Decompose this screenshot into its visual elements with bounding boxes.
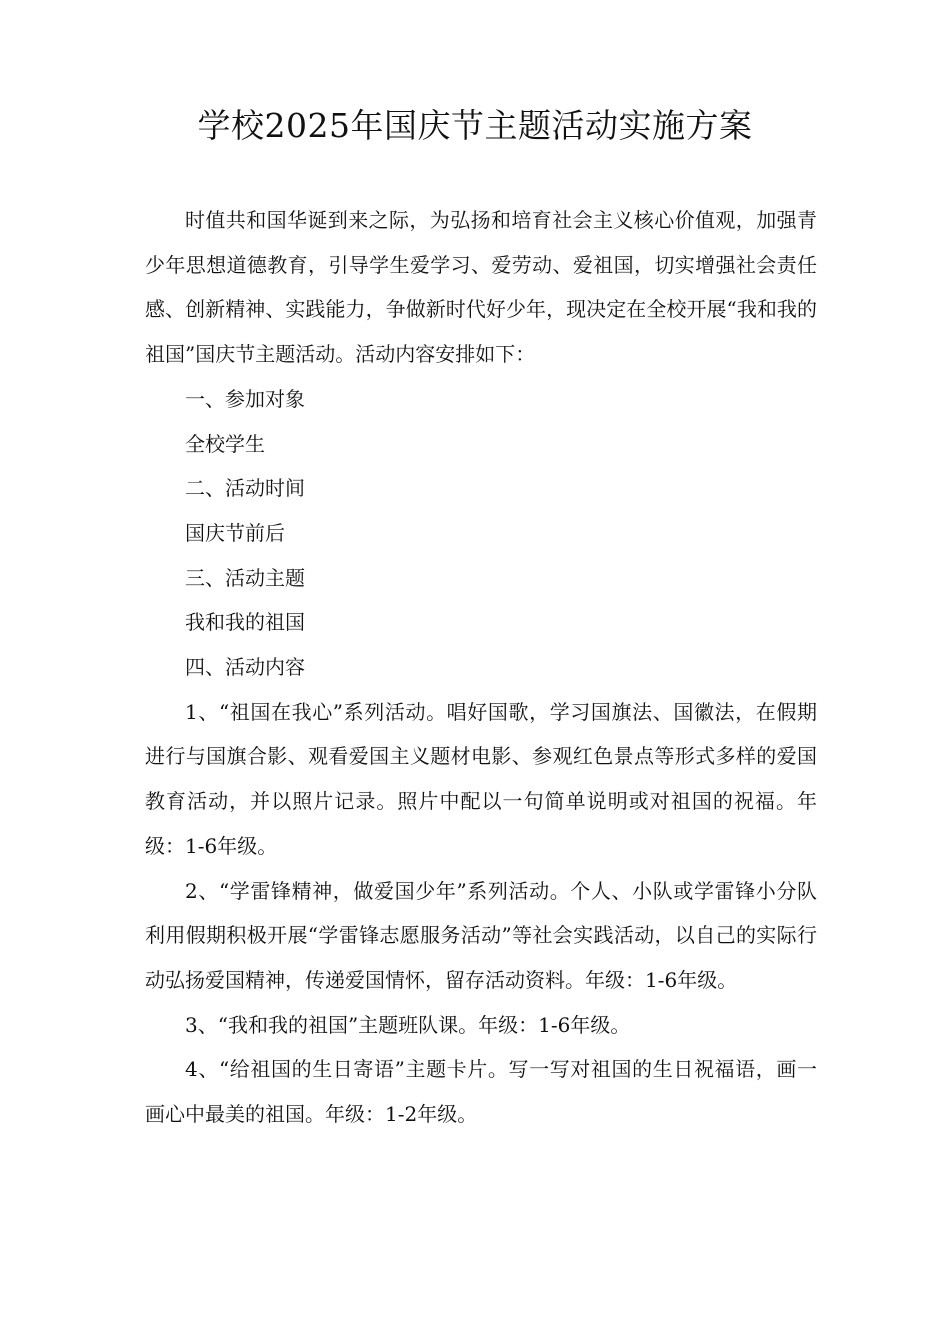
participants-text: 全校学生 (185, 431, 265, 456)
page-title: 学校2025年国庆节主题活动实施方案 (197, 106, 753, 145)
intro-paragraph: 时值共和国华诞到来之际，为弘扬和培育社会主义核心价值观，加强青少年思想道德教育，引导学生爱学习、爱劳动、爱祖国，切实增强社会责任感、创新精神、实践能力，争做新时代好少年，现决定在全校开展“我和我的祖国”国庆节主题活动。活动内容安排如下： (145, 208, 817, 367)
time-text: 国庆节前后 (185, 520, 285, 545)
section-heading-content: 四、活动内容 (185, 655, 305, 680)
content-item-2: 2、“学雷锋精神，做爱国少年”系列活动。个人、小队或学雷锋小分队利用假期积极开展“学雷锋志愿服务活动”等社会实践活动，以自己的实际行动弘扬爱国精神，传递爱国情怀，留存活动资料。年级：1-6年级。 (145, 878, 817, 992)
content-item-4: 4、“给祖国的生日寄语”主题卡片。写一写对祖国的生日祝福语，画一画心中最美的祖国。年级：1-2年级。 (145, 1057, 817, 1127)
content-item-1: 1、“祖国在我心”系列活动。唱好国歌，学习国旗法、国徽法，在假期进行与国旗合影、观看爱国主义题材电影、参观红色景点等形式多样的爱国教育活动，并以照片记录。照片中配以一句简单说明或对祖国的祝福。年级：1-6年级。 (145, 699, 817, 858)
section-heading-theme: 三、活动主题 (185, 565, 305, 590)
content-item-3: 3、“我和我的祖国”主题班队课。年级：1-6年级。 (185, 1012, 631, 1037)
section-heading-time: 二、活动时间 (185, 476, 305, 501)
section-heading-participants: 一、参加对象 (185, 386, 305, 411)
theme-text: 我和我的祖国 (185, 610, 305, 635)
document-body (145, 198, 817, 1137)
